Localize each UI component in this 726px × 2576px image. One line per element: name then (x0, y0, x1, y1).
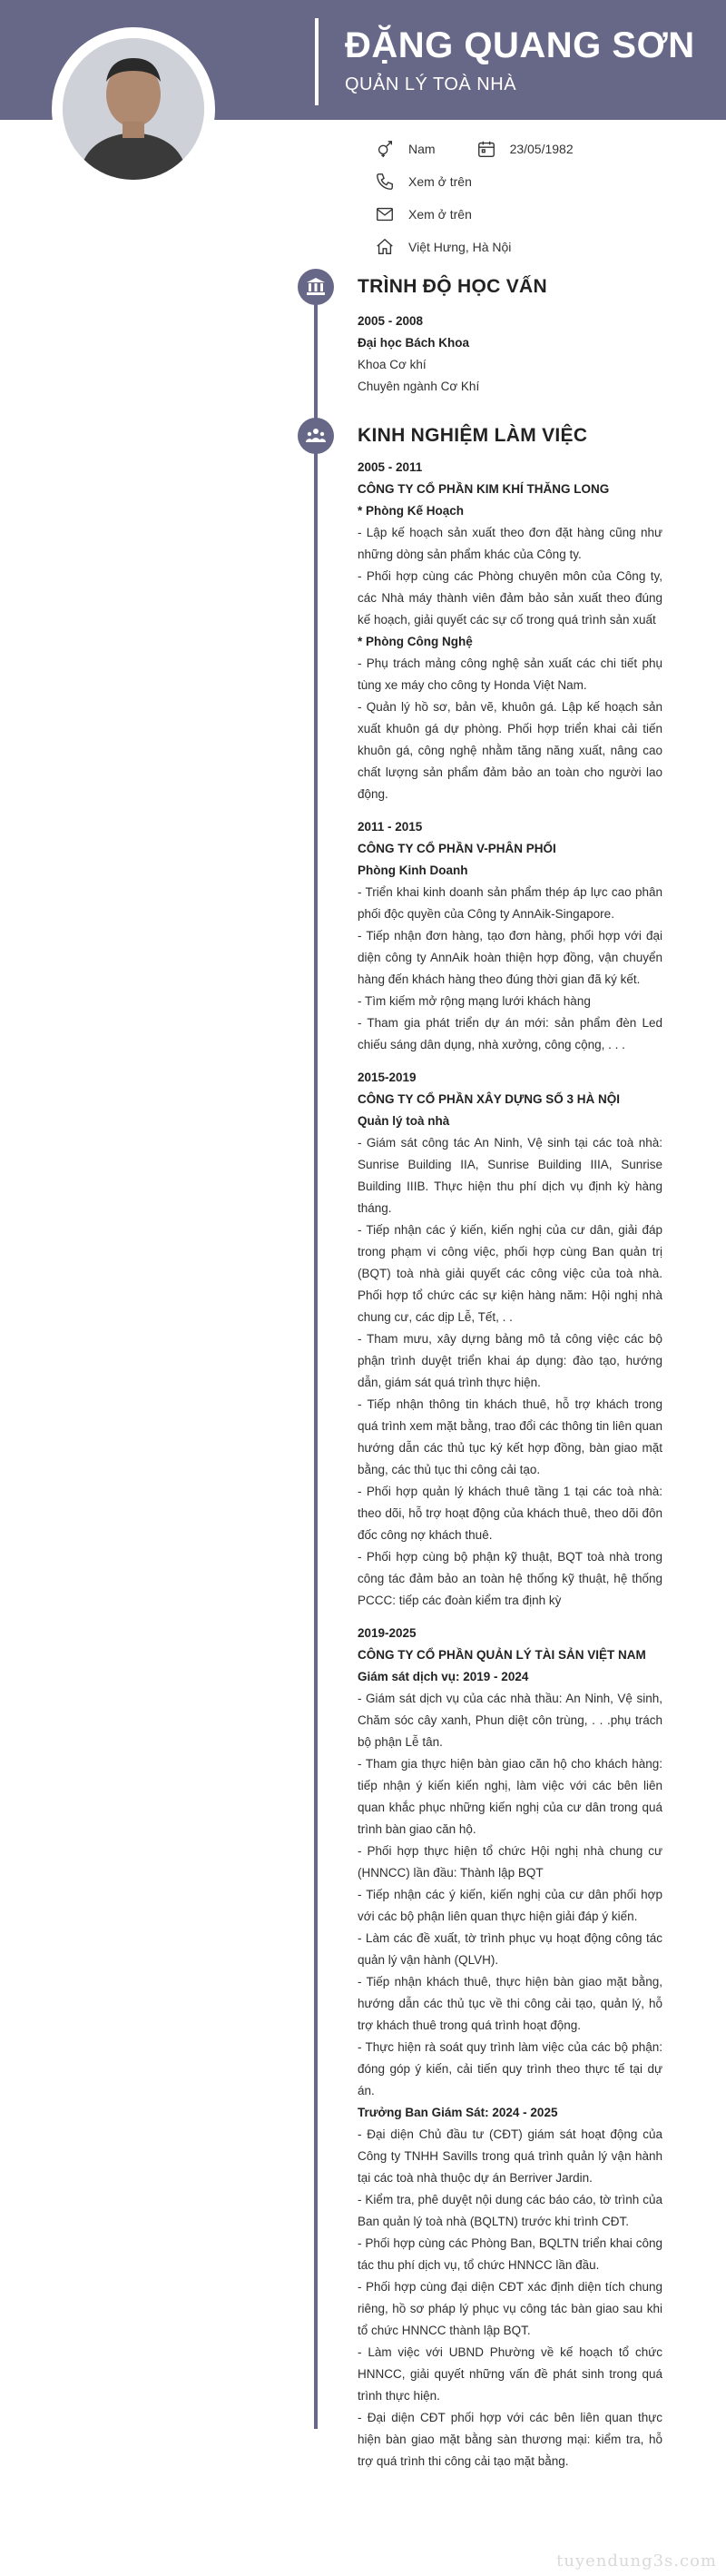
job-duty-item: - Tìm kiếm mở rộng mạng lưới khách hàng (358, 994, 591, 1008)
dob-value: 23/05/1982 (509, 142, 574, 156)
gender-value: Nam (408, 142, 436, 156)
job-company: CÔNG TY CỔ PHẦN XÂY DỰNG SỐ 3 HÀ NỘI (358, 1092, 620, 1106)
profile-photo (63, 38, 204, 180)
job-duty-item: - Tham gia phát triển dự án mới: sản phẩm đèn Led chiếu sáng dân dụng, nhà xưởng, công cộng, . . . (358, 1016, 662, 1051)
job-entry (358, 816, 662, 1067)
job-duty-item: - Đại diện CĐT phối hợp với các bên liên quan thực hiện bàn giao mặt bằng sàn thương mại: kiểm tra, hỗ trợ quá trình thi công cải tạo mặt bằng. (358, 2411, 662, 2468)
job-company: CÔNG TY CỔ PHẦN QUẢN LÝ TÀI SẢN VIỆT NAM (358, 1648, 646, 1662)
phone-icon (374, 171, 396, 192)
job-duty-item: - Kiểm tra, phê duyệt nội dung các báo cáo, tờ trình của Ban quản lý toà nhà (BQLTN) trước khi trình CĐT. (358, 2193, 662, 2228)
home-icon (374, 236, 396, 258)
education-period: 2005 - 2008 (358, 314, 424, 328)
education-icon (298, 269, 334, 305)
job-section-heading: Giám sát dịch vụ: 2019 - 2024 (358, 1670, 529, 1683)
contact-info (374, 133, 701, 263)
job-period: 2011 - 2015 (358, 820, 423, 834)
gender-icon (374, 138, 396, 160)
job-duty-item: - Phối hợp cùng đại diện CĐT xác định diện tích chung riêng, hồ sơ pháp lý phục vụ công tác bàn giao sau khi tổ chức HNNCC thành lập BQT. (358, 2280, 662, 2337)
job-section-heading: Trưởng Ban Giám Sát: 2024 - 2025 (358, 2106, 558, 2119)
job-entry (358, 1067, 662, 1623)
job-duty-item: - Tiếp nhận các ý kiến, kiến nghị của cư dân phối hợp với các bộ phận liên quan thực hiện giải đáp ý kiến. (358, 1888, 662, 1923)
watermark-text: tuyendung3s.com (556, 2551, 717, 2571)
job-entry (358, 1623, 662, 2472)
job-duty-item: - Tiếp nhận khách thuê, thực hiện bàn giao mặt bằng, hướng dẫn các thủ tục về thi công cải tạo, quản lý, hỗ trợ khách thuê trong quá trình hoạt động. (358, 1975, 662, 2032)
job-duty-item: - Phụ trách mảng công nghệ sản xuất các chi tiết phụ tùng xe máy cho công ty Honda Việt Nam. (358, 656, 662, 692)
job-duty-item: - Triển khai kinh doanh sản phẩm thép áp lực cao phân phối độc quyền của Công ty AnnAik-Singapore. (358, 885, 662, 921)
job-company: CÔNG TY CỔ PHẦN V-PHÂN PHỐI (358, 842, 556, 855)
job-period: 2019-2025 (358, 1626, 417, 1640)
job-duty-item: - Tham gia thực hiện bàn giao căn hộ cho khách hàng: tiếp nhận ý kiến kiến nghị, làm việc với các bên liên quan khắc phục những kiến nghị của cư dân trong quá trình bàn giao căn hộ. (358, 1757, 662, 1836)
education-title: TRÌNH ĐỘ HỌC VẤN (358, 276, 547, 297)
job-company: CÔNG TY CỔ PHẦN KIM KHÍ THĂNG LONG (358, 482, 610, 496)
experience-icon (298, 418, 334, 454)
job-section-heading: Quản lý toà nhà (358, 1114, 450, 1128)
education-entry (358, 311, 662, 398)
job-duty-item: - Tham mưu, xây dựng bảng mô tả công việc các bộ phận trình duyệt triển khai áp dụng: đào tạo, hướng dẫn, giám sát quá trình thực hiện. (358, 1332, 662, 1389)
person-silhouette-icon (63, 38, 204, 180)
job-duty-item: - Giám sát dịch vụ của các nhà thầu: An Ninh, Vệ sinh, Chăm sóc cây xanh, Phun diệt côn trùng, . . .phụ trách bộ phận Lễ tân. (358, 1692, 662, 1749)
job-duty-item: - Quản lý hồ sơ, bản vẽ, khuôn gá. Lập kế hoạch sản xuất khuôn gá dự phòng. Phối hợp triển khai cải tiến khuôn gá, công nghệ nhằm tăng năng xuất, nâng cao chất lượng sản phẩm đảm bảo an toàn cho người lao động. (358, 700, 662, 801)
job-section-heading: * Phòng Công Nghệ (358, 635, 473, 648)
job-duty-item: - Giám sát công tác An Ninh, Vệ sinh tại các toà nhà: Sunrise Building IIA, Sunrise Building IIIA, Sunrise Building IIIB. Thực hiện thu phí dịch vụ định kỳ hàng tháng. (358, 1136, 662, 1215)
job-duty-item: - Tiếp nhận các ý kiến, kiến nghị của cư dân, giải đáp trong phạm vi công việc, phối hợp cùng Ban quản trị (BQT) toà nhà giải quyết các công việc của toà nhà. Phối hợp tổ chức các sự kiện hàng năm: Hội nghị nhà chung cư, các dịp Lễ, Tết, . . (358, 1223, 662, 1324)
job-section-heading: * Phòng Kế Hoạch (358, 504, 465, 518)
timeline-line (314, 272, 318, 2429)
job-duty-item: - Làm việc với UBND Phường về kế hoạch tổ chức HNNCC, giải quyết những vấn đề phát sinh trong quá trình thực hiện. (358, 2345, 662, 2403)
job-duty-item: - Tiếp nhận thông tin khách thuê, hỗ trợ khách trong quá trình xem mặt bằng, trao đổi các thông tin liên quan hướng dẫn các thủ tục ký kết hợp đồng, bàn giao mặt bằng, các thủ tục thi công cải tạo. (358, 1397, 662, 1476)
job-spacer (358, 1612, 662, 1623)
education-major: Chuyên ngành Cơ Khí (358, 380, 480, 393)
candidate-name: ĐẶNG QUANG SƠN (345, 25, 695, 65)
job-duty-item: - Phối hợp cùng bộ phận kỹ thuật, BQT toà nhà trong công tác đảm bảo an toàn hệ thống kỹ thuật, hệ thống PCCC: tiếp các đoàn kiểm tra định kỳ (358, 1550, 662, 1607)
job-spacer (358, 1056, 662, 1067)
job-duty-item: - Phối hợp thực hiện tổ chức Hội nghị nhà chung cư (HNNCC) lần đầu: Thành lập BQT (358, 1844, 662, 1880)
avatar (52, 27, 215, 191)
job-duty-item: - Phối hợp quản lý khách thuê tầng 1 tại các toà nhà: theo dõi, hỗ trợ hoạt động của khách thuê, theo dõi đôn đốc công nợ khách thuê. (358, 1485, 662, 1542)
phone-value: Xem ở trên (408, 174, 472, 189)
job-duty-item: - Phối hợp cùng các Phòng Ban, BQLTN triển khai công tác thu phí dịch vụ, tổ chức HNNCC lần đầu. (358, 2236, 662, 2272)
mail-icon (374, 203, 396, 225)
job-entry (358, 457, 662, 816)
header-divider (315, 18, 319, 105)
job-section-heading: Phòng Kinh Doanh (358, 864, 468, 877)
job-duty-item: - Phối hợp cùng các Phòng chuyên môn của Công ty, các Nhà máy thành viên đảm bảo sản xuất theo đúng kế hoạch, giải quyết các sự cố trong quá trình sản xuất (358, 569, 662, 627)
education-faculty: Khoa Cơ khí (358, 358, 427, 371)
job-duty-item: - Tiếp nhận đơn hàng, tạo đơn hàng, phối hợp với đại diện công ty AnnAik hoàn thiện hợp đồng, vận chuyển hàng đến khách hàng theo đúng thời gian đã ký kết. (358, 929, 662, 986)
candidate-role: QUẢN LÝ TOÀ NHÀ (345, 74, 517, 94)
job-period: 2015-2019 (358, 1071, 417, 1084)
job-period: 2005 - 2011 (358, 460, 423, 474)
job-duty-item: - Thực hiện rà soát quy trình làm việc của các bộ phận: đóng góp ý kiến, cải tiến quy trình theo thực tế tại dự án. (358, 2040, 662, 2097)
job-spacer (358, 805, 662, 816)
job-duty-item: - Làm các đề xuất, tờ trình phục vụ hoạt động công tác quản lý vận hành (QLVH). (358, 1931, 662, 1967)
address-value: Việt Hưng, Hà Nội (408, 240, 512, 254)
job-duty-item: - Lập kế hoạch sản xuất theo đơn đặt hàng cũng như những dòng sản phẩm khác của Công ty. (358, 526, 662, 561)
job-duty-item: - Đại diện Chủ đầu tư (CĐT) giám sát hoạt động của Công ty TNHH Savills trong quá trình quản lý vận hành tại các toà nhà thuộc dự án Berriver Jardin. (358, 2127, 662, 2185)
experience-title: KINH NGHIỆM LÀM VIỆC (358, 425, 588, 446)
calendar-icon (476, 138, 497, 160)
experience-list (358, 457, 662, 2472)
education-school: Đại học Bách Khoa (358, 336, 470, 350)
email-value: Xem ở trên (408, 207, 472, 222)
